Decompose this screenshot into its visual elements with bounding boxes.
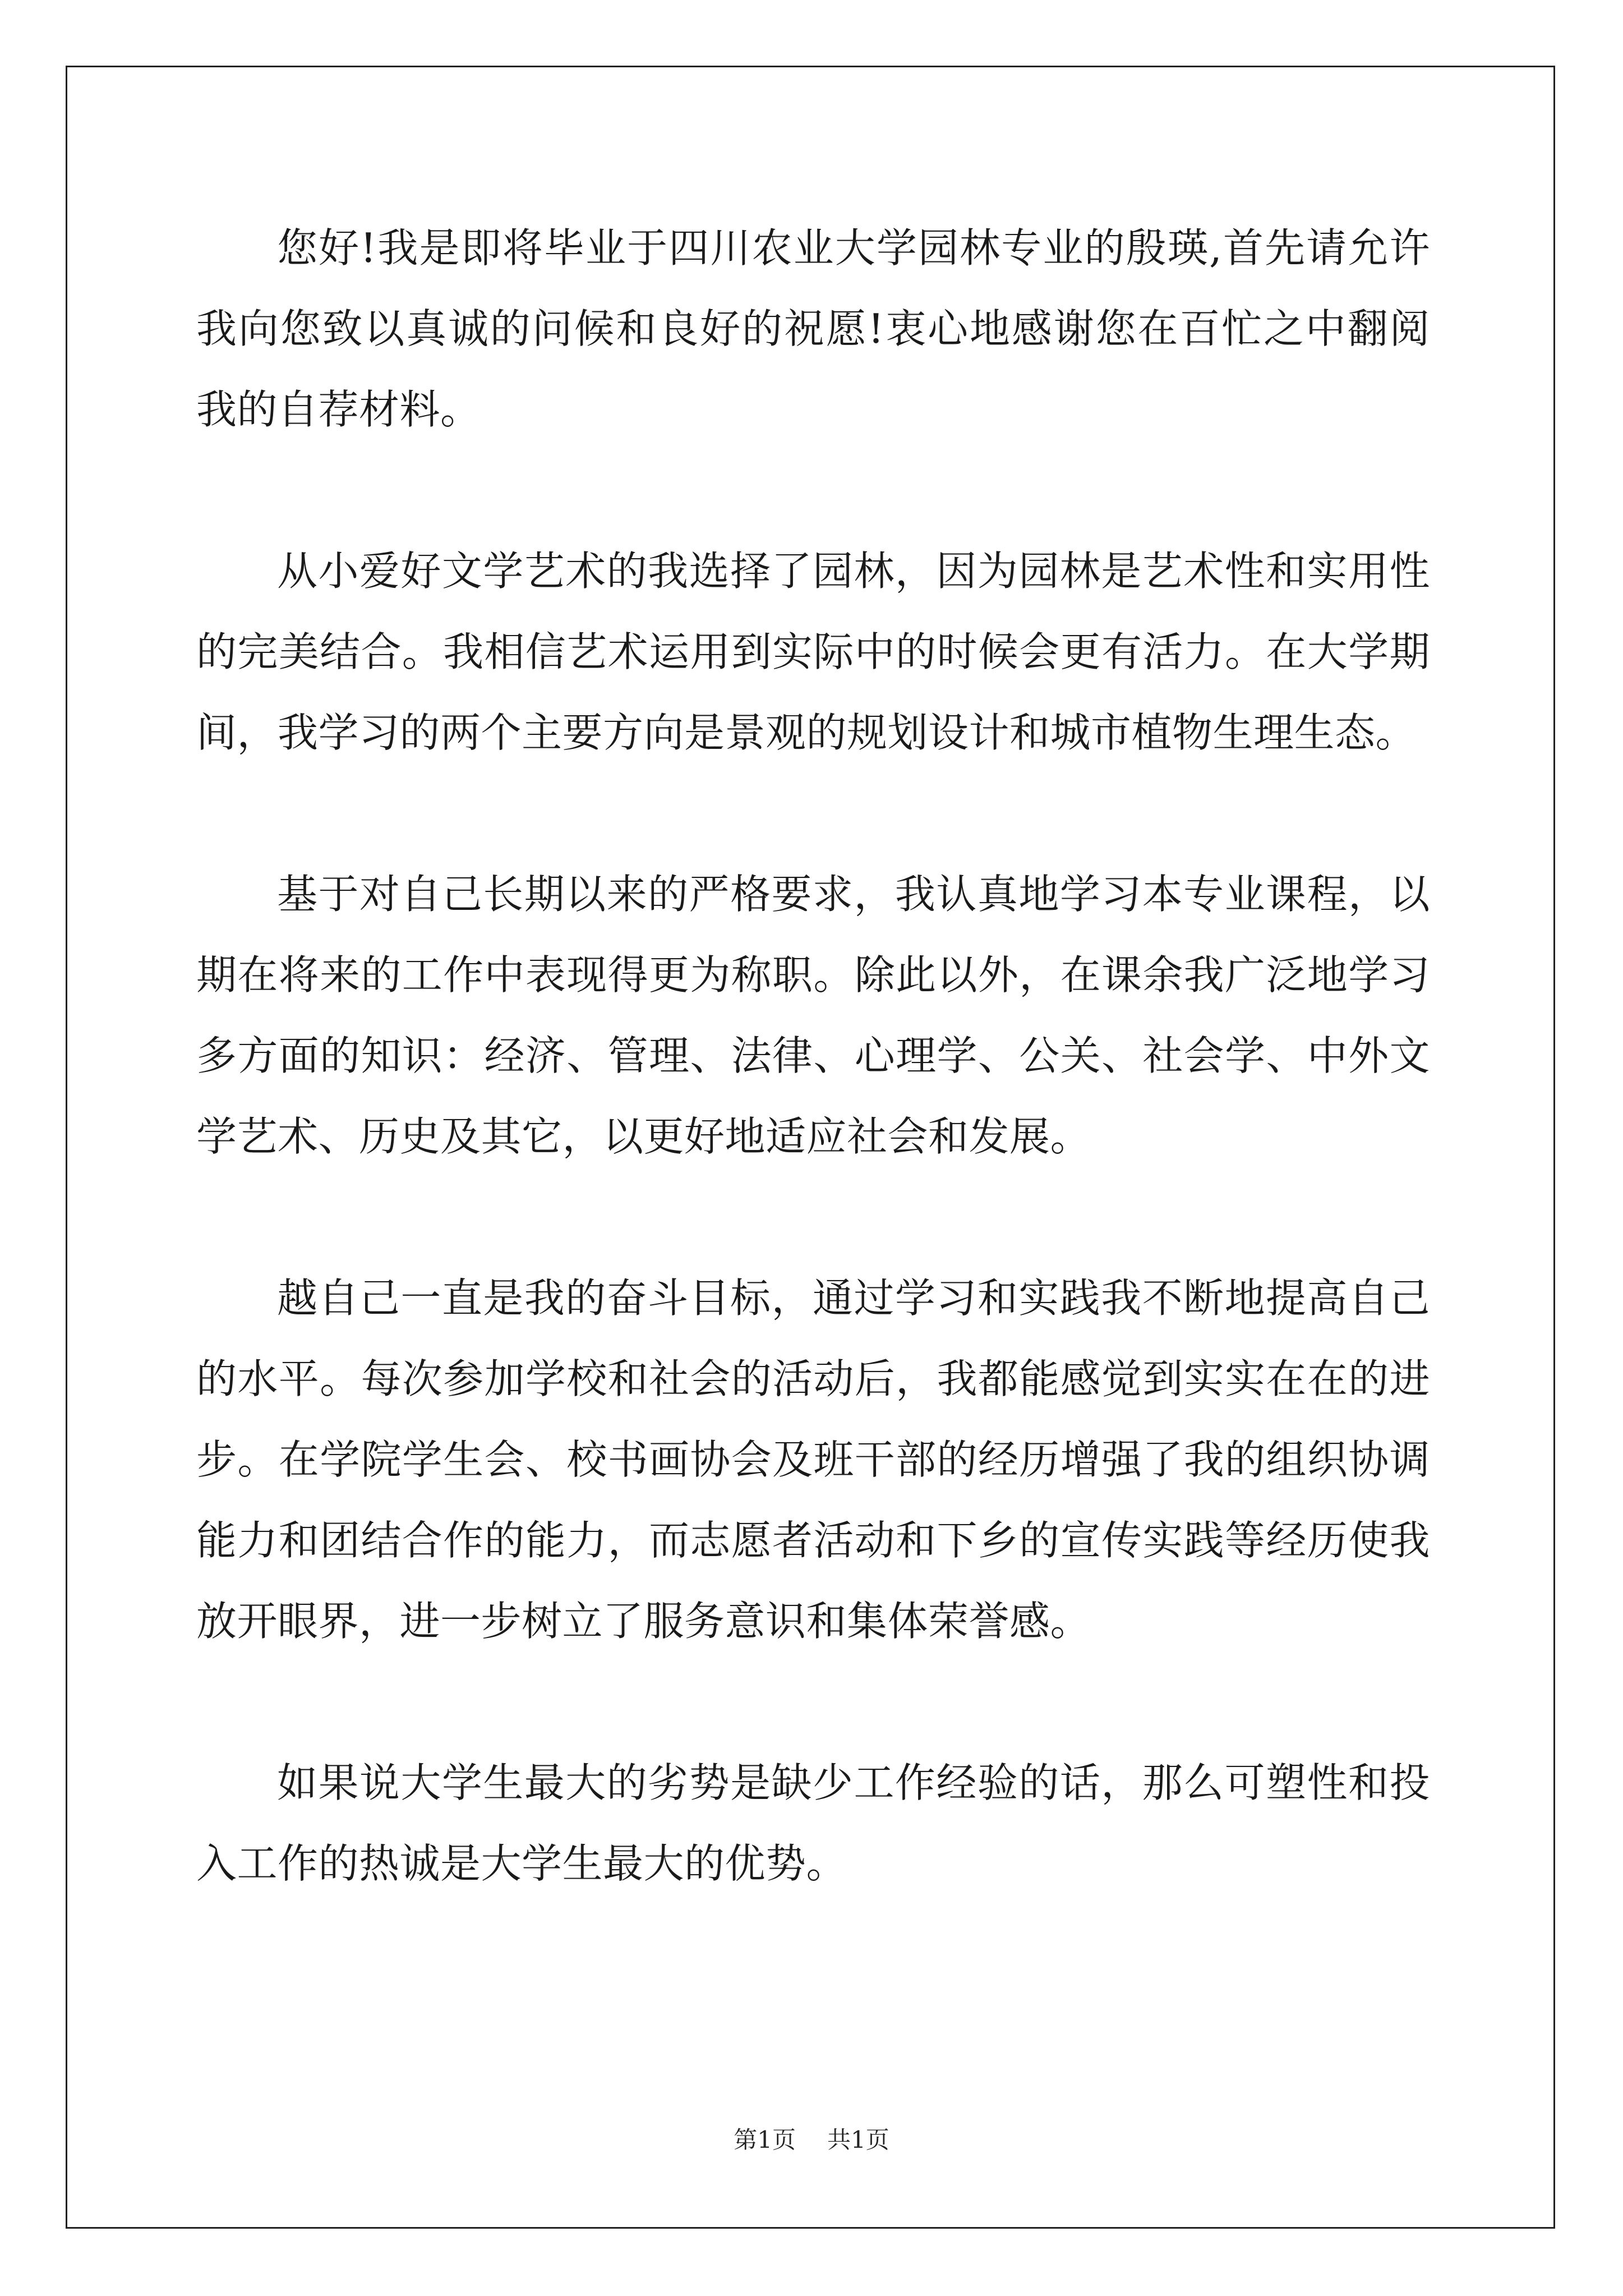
page-number: 第1页 <box>734 2126 796 2154</box>
page-count: 共1页 <box>827 2126 889 2154</box>
document-body <box>196 208 1430 1904</box>
paragraph-study: 基于对自己长期以来的严格要求，我认真地学习本专业课程，以期在将来的工作中表现得更为称职。除此以外，在课余我广泛地学习多方面的知识：经济、管理、法律、心理学、公关、社会学、中外文学艺术、历史及其它，以更好地适应社会和发展。 <box>196 871 1430 1160</box>
paragraph-experience: 越自己一直是我的奋斗目标，通过学习和实践我不断地提高自己的水平。每次参加学校和社会的活动后，我都能感觉到实实在在的进步。在学院学生会、校书画协会及班干部的经历增强了我的组织协调能力和团结合作的能力，而志愿者活动和下乡的宣传实践等经历使我放开眼界，进一步树立了服务意识和集体荣誉感。 <box>196 1274 1430 1645</box>
page-footer <box>0 2122 1623 2155</box>
paragraph-major-choice: 从小爱好文学艺术的我选择了园林，因为园林是艺术性和实用性的完美结合。我相信艺术运用到实际中的时候会更有活力。在大学期间，我学习的两个主要方向是景观的规划设计和城市植物生理生态。 <box>196 547 1430 756</box>
paragraph-greeting: 您好!我是即将毕业于四川农业大学园林专业的殷瑛,首先请允许我向您致以真诚的问候和良好的祝愿!衷心地感谢您在百忙之中翻阅我的自荐材料。 <box>196 224 1430 433</box>
paragraph-advantage: 如果说大学生最大的劣势是缺少工作经验的话，那么可塑性和投入工作的热诚是大学生最大的优势。 <box>196 1759 1430 1887</box>
